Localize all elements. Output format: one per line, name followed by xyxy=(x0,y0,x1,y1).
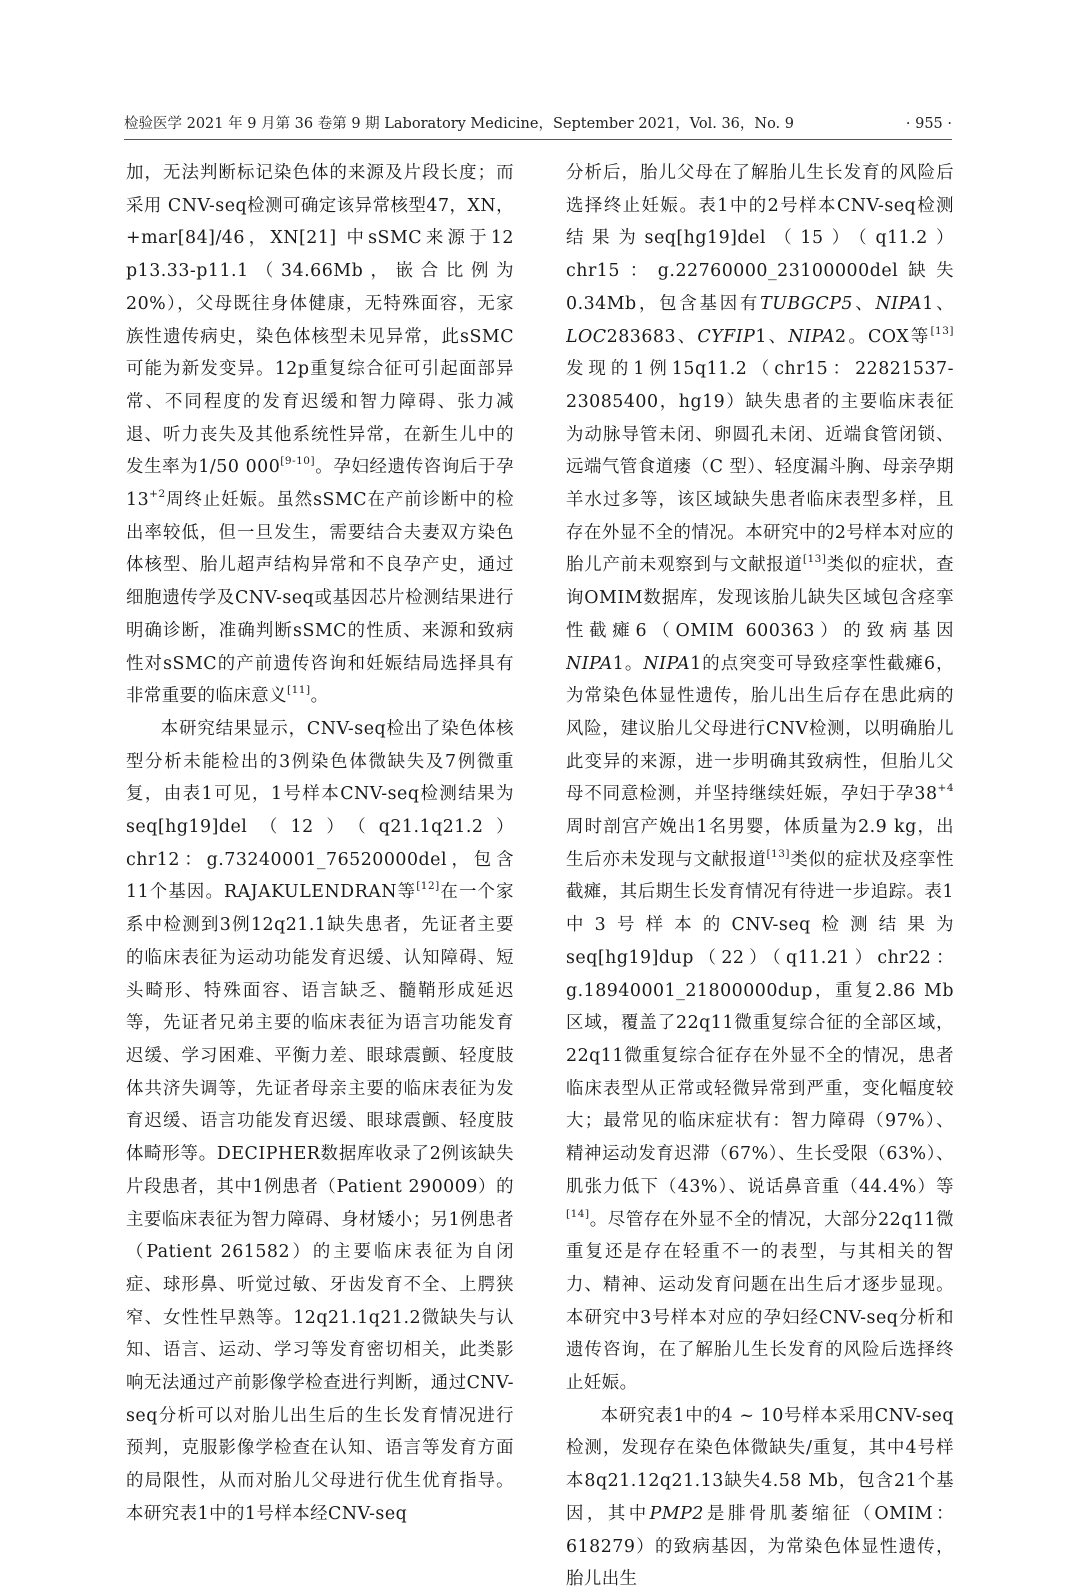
citation-ref[interactable]: [11] xyxy=(287,684,311,697)
gene-name: LOC xyxy=(566,326,607,347)
superscript: +2 xyxy=(149,488,166,501)
citation-ref[interactable]: [13] xyxy=(802,553,827,566)
citation-ref[interactable]: [13] xyxy=(930,324,954,337)
page-number: · 955 · xyxy=(905,116,952,132)
gene-name: CYFIP xyxy=(697,326,756,347)
right-column xyxy=(566,157,954,1596)
gene-name: NIPA xyxy=(788,326,836,347)
paragraph-sample-2-3: 分析后，胎儿父母在了解胎儿生长发育的风险后选择终止妊娠。表1中的2号样本CNV-seq检测结果为seq[hg19]del（15）（q11.2） chr15：g.22760000_23100000del缺失0.34Mb，包含基因有TUBGCP5、NIPA1、LOC283683、CYFIP1、NIPA2。COX等[13]发现的1例15q11.2（chr15：22821537-23085400，hg19）缺失患者的主要临床表征为动脉导管未闭、卵圆孔未闭、近端食管闭锁、远端气管食道瘘（C 型）、轻度漏斗胸、母亲孕期羊水过多等，该区域缺失患者临床表型多样，且存在外显不全的情况。本研究中的2号样本对应的胎儿产前未观察到与文献报道[13]类似的症状，查询OMIM数据库，发现该胎儿缺失区域包含痉挛性截瘫6（OMIM 600363）的致病基因NIPA1。NIPA1的点突变可导致痉挛性截瘫6，为常染色体显性遗传，胎儿出生后存在患此病的风险，建议胎儿父母进行CNV检测，以明确胎儿此变异的来源，进一步明确其致病性，但胎儿父母不同意检测，并坚持继续妊娠，孕妇于孕$38^{+4}$周时剖宫产娩出1名男婴，体质量为2.9 kg，出生后亦未发现与文献报道[13]类似的症状及痉挛性截瘫，其后期生长发育情况有待进一步追踪。表1中3号样本的CNV-seq检测结果为seq[hg19]dup（22）（q11.21）chr22：g.18940001_21800000dup，重复2.86 Mb区域，覆盖了22q11微重复综合征的全部区域，22q11微重复综合征存在外显不全的情况，患者临床表型从正常或轻微异常到严重，变化幅度较大；最常见的临床症状有：智力障碍（97%）、精神运动发育迟滞（67%）、生长受限（63%）、肌张力低下（43%）、说话鼻音重（44.4%）等[14]。尽管存在外显不全的情况，大部分22q11微重复还是存在轻重不一的表型，与其相关的智力、精神、运动发育问题在出生后才逐步显现。本研究中3号样本对应的孕妇经CNV-seq分析和遗传咨询，在了解胎儿生长发育的风险后选择终止妊娠。 xyxy=(566,163,954,1394)
citation-ref[interactable]: [13] xyxy=(766,847,790,860)
superscript: +4 xyxy=(937,782,954,795)
running-header xyxy=(124,112,952,136)
gene-name: NIPA xyxy=(875,293,923,314)
paragraph-continuation: 加，无法判断标记染色体的来源及片段长度；而采用 CNV-seq检测可确定该异常核型47，XN，+mar[84]/46，XN[21] 中sSMC来源于12 p13.33-p11.1（34.66Mb，嵌合比例为20%），父母既往身体健康，无特殊面容，无家族性遗传病史，染色体核型未见异常，此sSMC可能为新发变异。12p重复综合征可引起面部异常、不同程度的发育迟缓和智力障碍、张力减退、听力丧失及其他系统性异常，在新生儿中的发生率为1/50 000[9-10]。孕妇经遗传咨询后于孕$13^{+2}$周终止妊娠。虽然sSMC在产前诊断中的检出率较低，但一旦发生，需要结合夫妻双方染色体核型、胎儿超声结构异常和不良孕产史，通过细胞遗传学及CNV-seq或基因芯片检测结果进行明确诊断，准确判断sSMC的性质、来源和致病性对sSMC的产前遗传咨询和妊娠结局选择具有非常重要的临床意义[11]。 xyxy=(126,163,514,707)
journal-citation: 检验医学 2021 年 9 月第 36 卷第 9 期 Laboratory Medicine，September 2021，Vol. 36，No. 9 xyxy=(124,116,795,132)
gene-name: PMP2 xyxy=(649,1503,704,1524)
gene-name: NIPA xyxy=(566,653,613,674)
gene-name: NIPA xyxy=(643,653,691,674)
paragraph-sample-1: 本研究结果显示，CNV-seq检出了染色体核型分析未能检出的3例染色体微缺失及7例微重复，由表1可见，1号样本CNV-seq检测结果为seq[hg19]del（12）（q21.1q21.2） chr12：g.73240001_76520000del，包含11个基因。RAJAKULENDRAN等[12]在一个家系中检测到3例12q21.1缺失患者，先证者主要的临床表征为运动功能发育迟缓、认知障碍、短头畸形、特殊面容、语言缺乏、髓鞘形成延迟等，先证者兄弟主要的临床表征为语言功能发育迟缓、学习困难、平衡力差、眼球震颤、轻度肢体共济失调等，先证者母亲主要的临床表征为发育迟缓、语言功能发育迟缓、眼球震颤、轻度肢体畸形等。DECIPHER数据库收录了2例该缺失片段患者，其中1例患者（Patient 290009）的主要临床表征为智力障碍、身材矮小；另1例患者（Patient 261582）的主要临床表征为自闭症、球形鼻、听觉过敏、牙齿发育不全、上腭狭窄、女性性早熟等。12q21.1q21.2微缺失与认知、语言、运动、学习等发育密切相关，此类影响无法通过产前影像学检查进行判断，通过CNV-seq分析可以对胎儿出生后的生长发育情况进行预判，克服影像学检查在认知、语言等发育方面的局限性，从而对胎儿父母进行优生优育指导。本研究表1中的1号样本经CNV-seq xyxy=(126,718,514,1524)
gene-name: TUBGCP5 xyxy=(760,293,853,314)
paragraph-samples-4-10: 本研究表1中的4 ~ 10号样本采用CNV-seq检测，发现存在染色体微缺失/重复，其中4号样本8q21.12q21.13缺失4.58 Mb，包含21个基因，其中PMP2是腓骨肌萎缩征（OMIM：618279）的致病基因，为常染色体显性遗传，胎儿出生 xyxy=(566,1405,954,1590)
left-column xyxy=(126,157,514,1531)
header-rule xyxy=(124,139,952,140)
citation-ref[interactable]: [14] xyxy=(566,1207,590,1220)
citation-ref[interactable]: [9-10] xyxy=(280,455,316,468)
citation-ref[interactable]: [12] xyxy=(416,880,440,893)
